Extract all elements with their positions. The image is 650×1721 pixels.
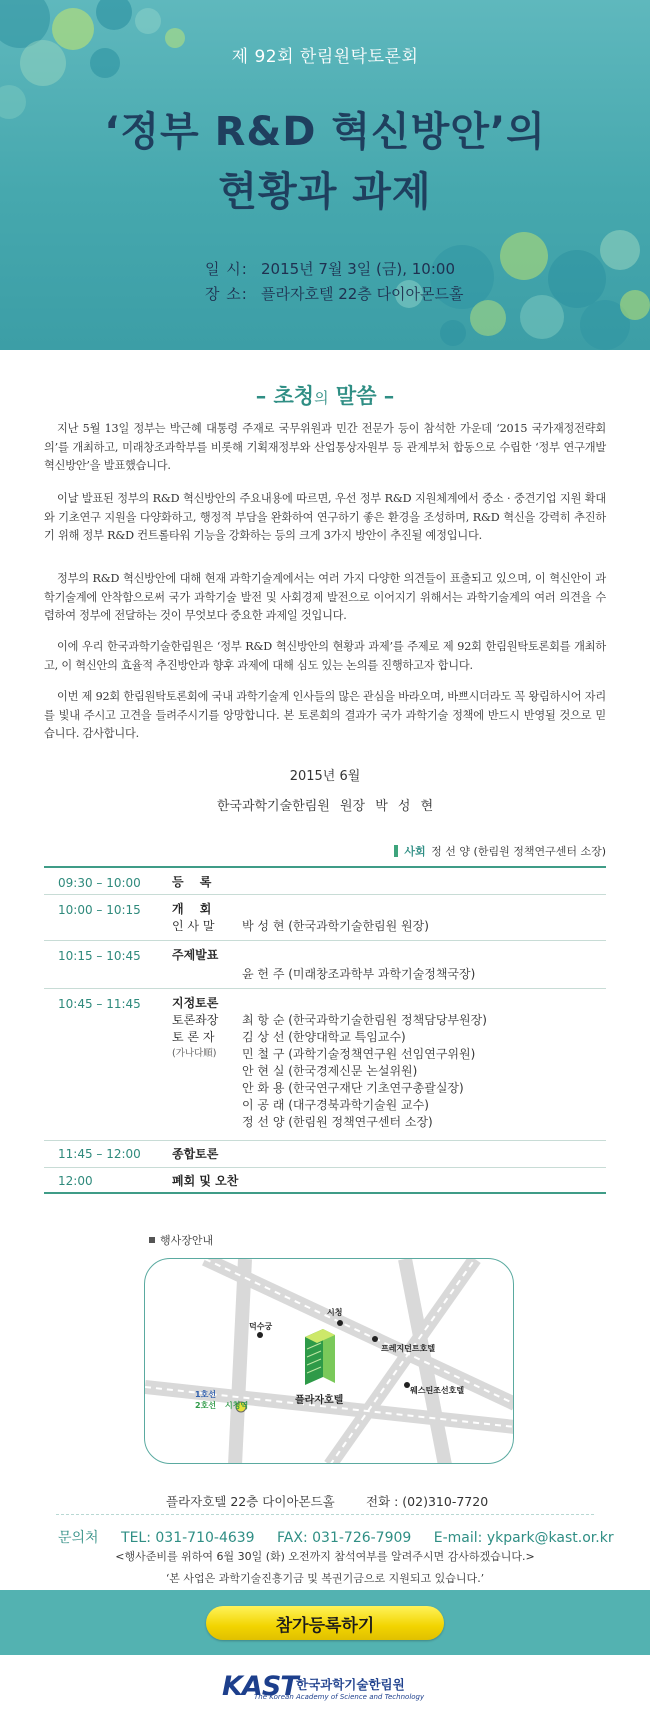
map-label-cityhall: 시청 (327, 1308, 343, 1317)
title-main: 초청 (273, 383, 315, 408)
title-dash-left: – (255, 383, 267, 408)
program-row (44, 940, 606, 988)
contact-email[interactable]: E-mail: ykpark@kast.or.kr (433, 1530, 614, 1546)
map-label-westin: 웨스틴조선호텔 (410, 1386, 465, 1395)
kast-logo (222, 1673, 442, 1703)
program-label: 지정토론 (172, 996, 219, 1010)
map-label-deoksugung: 덕수궁 (249, 1322, 273, 1331)
decor-bubble (440, 320, 466, 346)
invitation-paragraph: 정부의 R&D 혁신방안에 대해 현재 과학기술계에서는 여러 가지 다양한 의견들이 표출되고 있으며, 이 혁신안이 과학기술계에 안착함으로써 국가 과학기술 발전 및 사회경제 발전으로 이어지기 위해서는 과학기술계의 여러 의견을 수렴하여 정부에 전달하는 것이 무엇보다 중요한 과제일 것입니다. (44, 572, 606, 622)
panel-member: 안 화 용 (한국연구재단 기초연구총괄실장) (242, 1081, 464, 1095)
panel-member: 김 상 선 (한양대학교 특임교수) (242, 1030, 406, 1044)
venue-map (144, 1258, 514, 1464)
hotel-building-icon (305, 1329, 335, 1385)
where-label: 장 소: (205, 285, 248, 303)
invitation-paragraph: 지난 5월 13일 정부는 박근혜 대통령 주재로 국무위원과 민간 전문가 등이 참석한 가운데 ‘2015 국가재정전략회의’를 개최하고, 미래창조과학부를 비롯해 기획재정부와 산업통상자원부 등 관계부처 합동으로 수립한 ‘정부 연구개발 혁신방안’을 발표했습니다. (44, 422, 606, 472)
event-where (205, 283, 464, 304)
decor-bubble (96, 0, 132, 30)
map-heading (149, 1232, 213, 1248)
map-label-president: 프레지던트호텔 (381, 1344, 436, 1353)
logo-abbr: KAST (222, 1671, 298, 1702)
logo-english: The Korean Academy of Science and Technology (254, 1693, 425, 1701)
program-label: 등 록 (172, 875, 212, 889)
map-label-line1: 1호선 (195, 1390, 217, 1399)
contact-fax: FAX: 031-726-7909 (277, 1530, 412, 1546)
logo-korean: 한국과학기술한림원 (296, 1677, 405, 1692)
program-time: 09:30 – 10:00 (58, 876, 141, 890)
decor-bubble (548, 250, 606, 308)
panel-member: 안 현 실 (한국경제신문 논설위원) (242, 1064, 418, 1078)
footer-band (0, 1590, 650, 1655)
map-label-plaza: 플라자호텔 (295, 1395, 344, 1406)
program-time: 10:45 – 11:45 (58, 997, 141, 1011)
when-label: 일 시: (205, 260, 248, 278)
map-road-marking (330, 1259, 475, 1464)
register-button[interactable]: 참가등록하기 (206, 1606, 444, 1640)
invitation-paragraph: 이에 우리 한국과학기술한림원은 ‘정부 R&D 혁신방안의 현황과 과제’를 주제로 제 92회 한림원탁토론회를 개최하고, 이 혁신안의 효율적 추진방안과 향후 과제에 대해 심도 있는 논의를 진행하고자 합니다. (44, 640, 606, 672)
event-subtitle: 제 92회 한림원탁토론회 (231, 47, 419, 67)
program-time: 10:00 – 10:15 (58, 903, 141, 917)
decor-bubble (135, 8, 161, 34)
invitation-signature: 한국과학기술한림원 원장 박 성 현 (216, 799, 434, 814)
title-dash-right: – (383, 383, 395, 408)
program-sublabel: 토 론 자 (172, 1030, 215, 1044)
program-label: 폐회 및 오찬 (172, 1174, 239, 1188)
invitation-date: 2015년 6월 (289, 769, 361, 784)
event-title-line1: ‘정부 R&D 혁신방안’의 (104, 109, 546, 155)
invitation-paragraph: 이날 발표된 정부의 R&D 혁신방안의 주요내용에 따르면, 우선 정부 R&D 지원체계에서 중소 · 중견기업 지원 확대와 기초연구 지원을 다양화하고, 행정적 부담을 완화하여 연구하기 좋은 환경을 조성하며, R&D 혁신을 강력히 추진하기 위해 정부 R&D 컨트롤타워 기능을 강화하는 등의 크게 3가지 방안이 추진될 예정입니다. (44, 492, 606, 542)
program-row (44, 1167, 606, 1194)
program-sublabel: 인 사 말 (172, 919, 215, 933)
program-time: 10:15 – 10:45 (58, 949, 141, 963)
divider (56, 1514, 594, 1515)
map-road (235, 1259, 245, 1464)
square-bullet-icon (149, 1237, 155, 1243)
panel-member: 이 공 래 (대구경북과학기술원 교수) (242, 1098, 429, 1112)
program-label: 종합토론 (172, 1147, 219, 1161)
program-row (44, 988, 606, 1140)
program-label: 주제발표 (172, 948, 219, 962)
map-caption: 플라자호텔 22층 다이아몬드홀 (166, 1494, 335, 1509)
event-when (205, 258, 455, 279)
map-marker (257, 1332, 263, 1338)
program-time: 12:00 (58, 1174, 93, 1188)
map-heading-text: 행사장안내 (160, 1234, 214, 1247)
program-row (44, 1140, 606, 1167)
invitation-title (0, 380, 650, 410)
program-value: 박 성 현 (한국과학기술한림원 원장) (242, 919, 429, 933)
program-table (44, 866, 606, 1194)
program-time: 11:45 – 12:00 (58, 1147, 141, 1161)
program-sublabel: (가나다順) (172, 1048, 217, 1059)
map-label-line2: 2호선 (195, 1401, 217, 1410)
panel-member: 최 항 순 (한국과학기술한림원 정책담당부원장) (242, 1013, 487, 1027)
map-roads (145, 1259, 514, 1464)
program-value: 윤 헌 주 (미래창조과학부 과학기술정책국장) (242, 967, 476, 981)
panel-member: 민 철 구 (과학기술정책연구원 선임연구위원) (242, 1047, 476, 1061)
event-title-line2: 현황과 과제 (218, 169, 432, 215)
header-banner (0, 0, 650, 350)
program-row (44, 866, 606, 894)
decor-bubble (600, 230, 640, 270)
title-end: 말씀 (335, 383, 377, 408)
title-mid: 의 (314, 389, 329, 407)
decor-bubble (620, 290, 650, 320)
invitation-paragraph: 이번 제 92회 한림원탁토론회에 국내 과학기술계 인사들의 많은 관심을 바라오며, 바쁘시더라도 꼭 왕림하시어 자리를 빛내 주시고 고견을 들려주시기를 앙망합니다. 본 토론회의 결과가 국가 과학기술 정책에 반드시 반영될 것으로 믿습니다. 감사합니다. (44, 690, 606, 740)
where-value: 플라자호텔 22층 다이아몬드홀 (261, 285, 464, 303)
contact-label: 문의처 (58, 1530, 99, 1546)
decor-bubble (500, 232, 548, 280)
map-label-station: 시청역 (225, 1401, 249, 1410)
program-row (44, 894, 606, 940)
program-label: 개 회 (172, 902, 212, 916)
map-marker (337, 1320, 343, 1326)
decor-bubble (520, 295, 564, 339)
funding-note: ‘본 사업은 과학기술진흥기금 및 복권기금으로 지원되고 있습니다.’ (165, 1572, 485, 1585)
decor-bubble (470, 300, 506, 336)
moderator-value: 정 선 양 (한림원 정책연구센터 소장) (431, 845, 606, 858)
contact-tel: TEL: 031-710-4639 (121, 1530, 255, 1546)
contact-line (58, 1527, 632, 1547)
moderator-label: 사회 (404, 845, 426, 858)
rsvp-note: <행사준비를 위하여 6월 30일 (화) 오전까지 참석여부를 알려주시면 감사하겠습니다.> (115, 1550, 535, 1563)
panel-member: 정 선 양 (한림원 정책연구센터 소장) (242, 1115, 433, 1129)
map-phone: 전화 : (02)310-7720 (366, 1494, 489, 1509)
program-sublabel: 토론좌장 (172, 1013, 219, 1027)
moderator-marker (394, 845, 398, 857)
when-value: 2015년 7월 3일 (금), 10:00 (261, 260, 455, 278)
moderator (394, 843, 606, 859)
map-marker (372, 1336, 378, 1342)
